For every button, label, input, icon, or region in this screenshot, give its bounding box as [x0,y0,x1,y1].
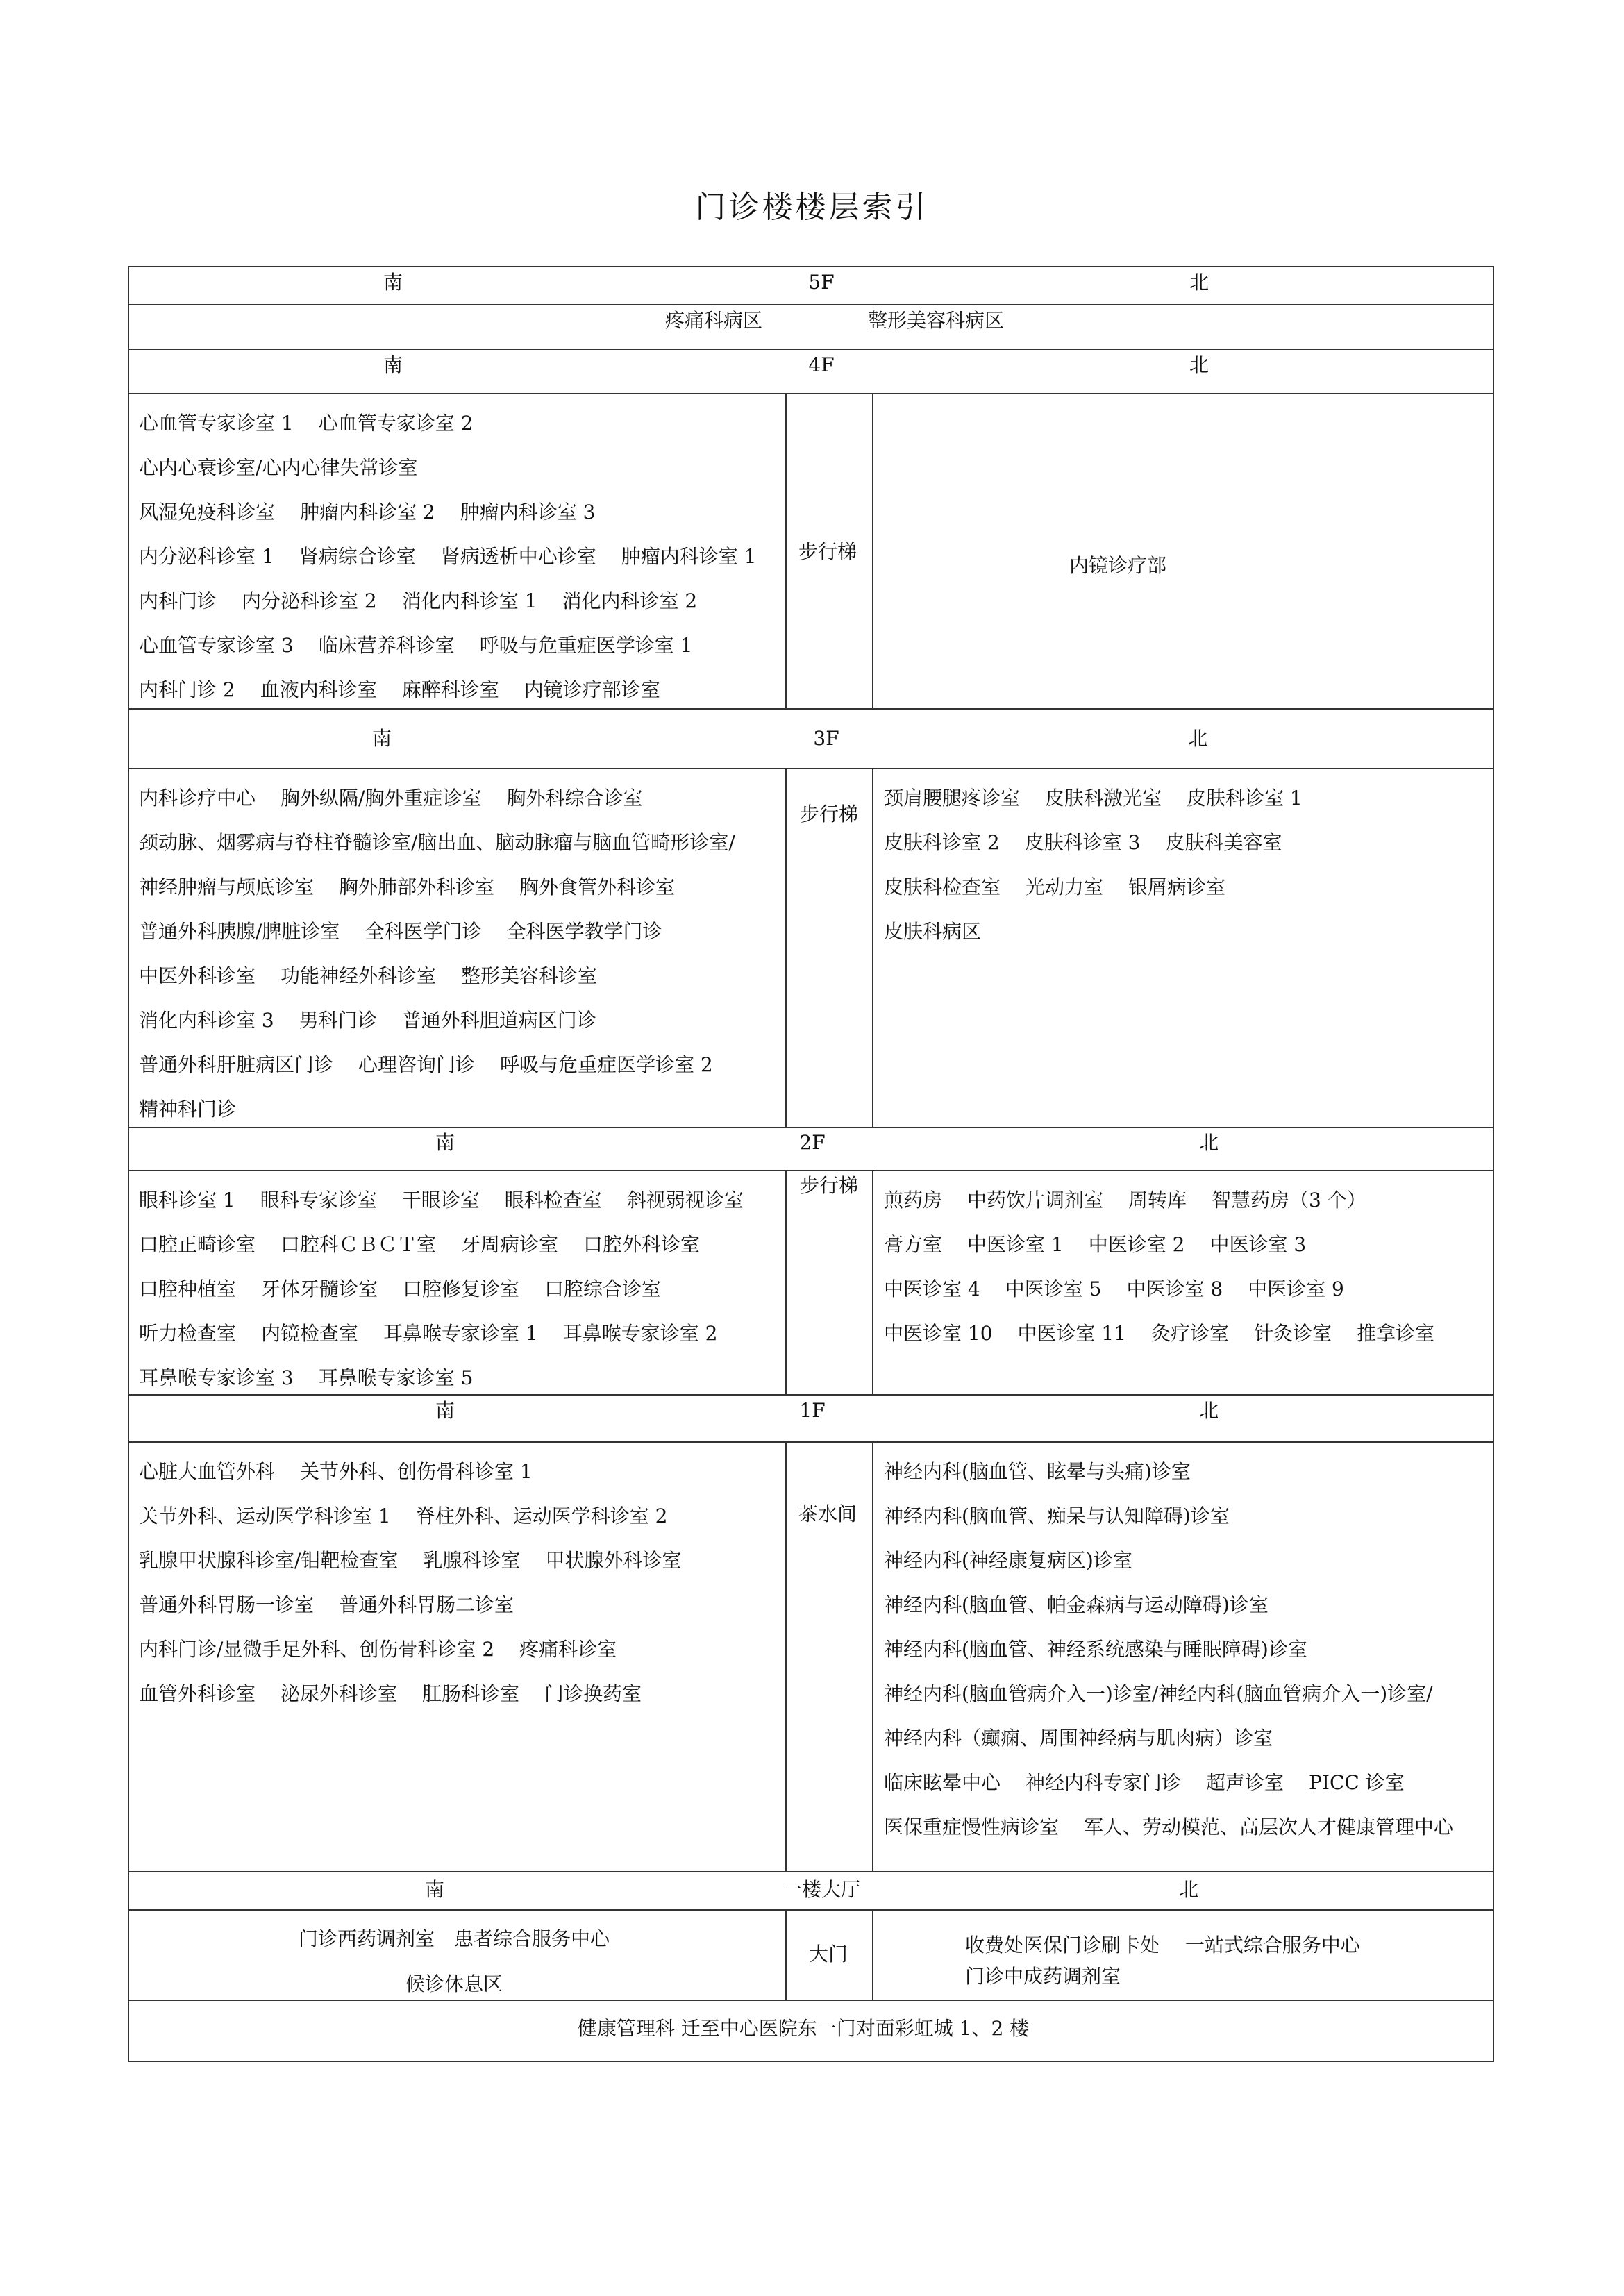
room-name: 精神科门诊 [139,1098,237,1121]
south-label: 南 [424,1878,445,1901]
room-name: 光动力室 [1026,875,1104,898]
room-name: 皮肤科激光室 [1045,787,1162,810]
room-name: 肿瘤内科诊室 2 [300,501,435,523]
waiting-area: 候诊休息区 [405,1972,503,1995]
row-divider [128,768,1494,769]
floor-label-3f: 3F [813,727,839,750]
row-divider [128,1871,1494,1872]
room-name: 神经内科(神经康复病区)诊室 [884,1549,1132,1572]
floor-1f-north-rooms [884,1450,1453,1850]
room-name: 血管外科诊室 [139,1682,256,1705]
room-name: 中药饮片调剂室 [967,1189,1104,1212]
room-name: 膏方室 [884,1233,943,1256]
room-name: 超声诊室 [1206,1771,1284,1794]
room-name: 内分泌科诊室 2 [242,589,377,612]
room-line [884,1583,1453,1627]
room-name: 功能神经外科诊室 [281,964,437,987]
room-name: 普通外科胃肠一诊室 [139,1593,315,1616]
room-name: 消化内科诊室 1 [401,589,537,612]
room-name: 整形美容科诊室 [461,964,598,987]
room-name: 神经内科（癫痫、周围神经病与肌肉病）诊室 [884,1727,1273,1750]
room-name: 消化内科诊室 2 [562,589,698,612]
room-name: 神经内科(脑血管、眩晕与头痛)诊室 [884,1460,1191,1483]
south-label: 南 [435,1399,455,1422]
room-name: PICC 诊室 [1309,1771,1405,1794]
room-name: 眼科专家诊室 [260,1189,377,1212]
column-divider [872,1170,873,1394]
room-line [139,401,756,446]
room-name: 心血管专家诊室 2 [318,412,474,435]
room-name: 呼吸与危重症医学诊室 1 [479,634,693,657]
room-line [139,776,735,821]
room-name: 泌尿外科诊室 [281,1682,398,1705]
room-line [884,1223,1434,1267]
room-line [139,490,756,535]
room-name: 听力检查室 [139,1322,237,1345]
room-name: 临床营养科诊室 [318,634,455,657]
room-name: 内镜诊疗部诊室 [524,678,660,701]
south-label: 南 [435,1131,455,1154]
room-name: 口腔种植室 [139,1277,237,1300]
room-name: 皮肤科诊室 1 [1187,787,1303,810]
room-name: 中医诊室 4 [884,1277,980,1300]
room-name: 风湿免疫科诊室 [139,501,276,523]
room-name: 灸疗诊室 [1151,1322,1230,1345]
room-line [139,821,735,865]
room-line [139,865,735,910]
room-name: 皮肤科检查室 [884,875,1001,898]
room-line [884,1672,1453,1716]
room-name: 肾病综合诊室 [299,545,416,568]
room-name: 干眼诊室 [401,1189,480,1212]
row-divider [128,1170,1494,1171]
room-name: 口腔综合诊室 [544,1277,662,1300]
room-name: 口腔外科诊室 [583,1233,701,1256]
room-name: 麻醉科诊室 [401,678,499,701]
room-name: 推拿诊室 [1357,1322,1435,1345]
south-label: 南 [371,727,392,750]
room-line [884,1494,1453,1539]
floor-label-2f: 2F [799,1131,826,1154]
room-line [884,1627,1453,1672]
room-name: 口腔正畸诊室 [139,1233,256,1256]
room-line [139,1450,681,1494]
room-name: 乳腺科诊室 [423,1549,521,1572]
room-name: 神经内科(脑血管、神经系统感染与睡眠障碍)诊室 [884,1638,1307,1661]
room-name: 周转库 [1128,1189,1187,1212]
room-line [139,1223,744,1267]
room-name: 神经内科(脑血管、帕金森病与运动障碍)诊室 [884,1593,1269,1616]
room-name: 耳鼻喉专家诊室 3 [139,1366,294,1389]
room-name: 中医诊室 2 [1088,1233,1185,1256]
area-pain-ward: 疼痛科病区 [665,309,763,332]
room-line [139,910,735,954]
column-divider [872,768,873,1127]
stairs-2f: 步行梯 [800,1174,859,1197]
room-name: 关节外科、运动医学科诊室 1 [139,1505,391,1527]
room-name: 中医诊室 3 [1209,1233,1307,1256]
room-name: 智慧药房（3 个） [1212,1189,1366,1212]
room-line [139,1494,681,1539]
south-label: 南 [383,353,403,376]
room-name: 消化内科诊室 3 [139,1009,274,1032]
room-line [884,865,1303,910]
row-divider [128,349,1494,350]
room-name: 肿瘤内科诊室 1 [621,545,757,568]
room-line [139,1672,681,1716]
room-name: 内镜检查室 [261,1322,359,1345]
room-name: 普通外科肝脏病区门诊 [139,1053,334,1076]
room-line [884,1267,1434,1312]
floor-4f-south-rooms [139,401,756,712]
north-label: 北 [1198,1131,1219,1154]
room-name: 耳鼻喉专家诊室 5 [318,1366,474,1389]
main-gate: 大门 [809,1943,848,1966]
room-name: 中医诊室 9 [1248,1277,1344,1300]
room-line [139,446,756,490]
room-line [884,1805,1453,1850]
room-name: 口腔修复诊室 [403,1277,520,1300]
room-name: 军人、劳动模范、高层次人才健康管理中心 [1084,1816,1454,1838]
room-line [139,998,735,1043]
north-label: 北 [1198,1399,1219,1422]
room-name: 颈肩腰腿疼诊室 [884,787,1021,810]
north-label: 北 [1189,271,1209,294]
north-label: 北 [1178,1878,1199,1901]
room-name: 关节外科、创伤骨科诊室 1 [300,1460,533,1483]
room-name: 胸外食管外科诊室 [519,875,676,898]
north-label: 北 [1187,727,1208,750]
column-divider [872,393,873,708]
tea-room: 茶水间 [798,1502,857,1525]
row-divider [128,304,1494,305]
room-name: 皮肤科病区 [884,920,982,943]
room-name: 乳腺甲状腺科诊室/钼靶检查室 [139,1549,399,1572]
room-name: 医保重症慢性病诊室 [884,1816,1060,1838]
stairs-4f: 步行梯 [798,540,857,563]
floor-1f-south-rooms [139,1450,681,1716]
column-divider [785,393,787,708]
room-line [884,910,1303,954]
room-name: 肛肠科诊室 [422,1682,520,1705]
room-line [884,1539,1453,1583]
floor-2f-south-rooms [139,1178,744,1400]
south-label: 南 [383,271,403,294]
room-name: 皮肤科诊室 3 [1024,831,1141,854]
floor-label-lobby: 一楼大厅 [782,1878,861,1901]
room-name: 牙周病诊室 [461,1233,559,1256]
room-name: 内科诊疗中心 [139,787,256,810]
room-name: 耳鼻喉专家诊室 1 [383,1322,538,1345]
room-name: 牙体牙髓诊室 [261,1277,378,1300]
room-name: 胸外科综合诊室 [506,787,643,810]
area-plastic-ward: 整形美容科病区 [868,309,1005,332]
room-line [139,623,756,668]
room-name: 内分泌科诊室 1 [139,545,274,568]
page-title: 门诊楼楼层索引 [695,190,929,225]
north-label: 北 [1189,353,1209,376]
room-name: 内科门诊 2 [139,678,235,701]
room-name: 甲状腺外科诊室 [545,1549,682,1572]
room-name: 神经内科(脑血管病介入一)诊室/神经内科(脑血管病介入一)诊室/ [884,1682,1433,1705]
room-name: 银屑病诊室 [1128,875,1226,898]
room-name: 耳鼻喉专家诊室 2 [562,1322,718,1345]
room-name: 斜视弱视诊室 [626,1189,744,1212]
room-name: 口腔科ＣＢＣＴ室 [281,1233,437,1256]
room-name: 男科门诊 [299,1009,377,1032]
room-name: 心内心衰诊室/心内心律失常诊室 [139,456,418,479]
room-name: 中医诊室 11 [1017,1322,1127,1345]
room-name: 中医诊室 5 [1005,1277,1102,1300]
endoscopy-dept: 内镜诊疗部 [1069,554,1167,577]
lobby-north-services: 收费处医保门诊刷卡处 一站式综合服务中心 [965,1934,1360,1956]
room-line [884,1312,1434,1356]
room-line [139,1312,744,1356]
room-line [139,535,756,579]
room-name: 门诊换药室 [544,1682,642,1705]
room-name: 眼科诊室 1 [139,1189,235,1212]
room-name: 普通外科胃肠二诊室 [339,1593,514,1616]
room-name: 眼科检查室 [504,1189,602,1212]
floor-label-5f: 5F [808,271,835,294]
room-name: 胸外肺部外科诊室 [339,875,495,898]
room-line [884,776,1303,821]
room-name: 神经内科(脑血管、痴呆与认知障碍)诊室 [884,1505,1230,1527]
room-line [884,1761,1453,1805]
chinese-medicine-pharmacy: 门诊中成药调剂室 [965,1965,1121,1988]
stairs-3f: 步行梯 [800,803,859,826]
room-name: 中医诊室 1 [967,1233,1064,1256]
floor-label-1f: 1F [799,1399,826,1422]
room-line [139,1627,681,1672]
room-name: 中医诊室 8 [1126,1277,1223,1300]
room-name: 肿瘤内科诊室 3 [460,501,596,523]
room-name: 中医诊室 10 [884,1322,993,1345]
room-name: 中医外科诊室 [139,964,256,987]
room-name: 疼痛科诊室 [519,1638,617,1661]
room-line [139,1043,735,1087]
row-divider [128,2000,1494,2001]
room-name: 皮肤科诊室 2 [884,831,1000,854]
room-name: 针灸诊室 [1254,1322,1332,1345]
room-line [139,579,756,623]
room-line [139,1539,681,1583]
room-line [884,1716,1453,1761]
room-line [139,954,735,998]
floor-2f-north-rooms [884,1178,1434,1356]
room-name: 心理咨询门诊 [358,1053,476,1076]
room-name: 心血管专家诊室 3 [139,634,294,657]
room-name: 颈动脉、烟雾病与脊柱脊髓诊室/脑出血、脑动脉瘤与脑血管畸形诊室/ [139,831,735,854]
room-line [139,668,756,712]
room-name: 内科门诊 [139,589,217,612]
column-divider [785,1909,787,2000]
room-name: 普通外科胆道病区门诊 [401,1009,596,1032]
room-name: 普通外科胰腺/脾脏诊室 [139,920,340,943]
room-name: 心脏大血管外科 [139,1460,276,1483]
column-divider [785,768,787,1127]
row-divider [128,1441,1494,1443]
room-name: 胸外纵隔/胸外重症诊室 [281,787,482,810]
room-line [139,1178,744,1223]
floor-3f-south-rooms [139,776,735,1132]
floor-3f-north-rooms [884,776,1303,954]
room-name: 心血管专家诊室 1 [139,412,294,435]
room-name: 脊柱外科、运动医学科诊室 2 [415,1505,668,1527]
room-name: 全科医学教学门诊 [506,920,662,943]
row-divider [128,1909,1494,1911]
column-divider [872,1441,873,1871]
room-line [884,1450,1453,1494]
column-divider [872,1909,873,2000]
room-line [139,1583,681,1627]
room-name: 内科门诊/显微手足外科、创伤骨科诊室 2 [139,1638,495,1661]
room-name: 血液内科诊室 [260,678,377,701]
room-line [139,1356,744,1400]
room-name: 皮肤科美容室 [1165,831,1282,854]
room-name: 煎药房 [884,1189,943,1212]
health-management-note: 健康管理科 迁至中心医院东一门对面彩虹城 1、2 楼 [577,2017,1030,2040]
floor-label-4f: 4F [808,353,835,376]
room-name: 神经内科专家门诊 [1026,1771,1182,1794]
column-divider [785,1441,787,1871]
row-divider [128,393,1494,394]
room-line [139,1267,744,1312]
room-name: 肾病透析中心诊室 [440,545,596,568]
room-name: 临床眩晕中心 [884,1771,1001,1794]
room-line [139,1087,735,1132]
room-name: 神经肿瘤与颅底诊室 [139,875,315,898]
room-line [884,821,1303,865]
lobby-south-services: 门诊西药调剂室 患者综合服务中心 [298,1927,610,1950]
room-line [884,1178,1434,1223]
room-name: 呼吸与危重症医学诊室 2 [500,1053,713,1076]
column-divider [785,1170,787,1394]
room-name: 全科医学门诊 [365,920,482,943]
